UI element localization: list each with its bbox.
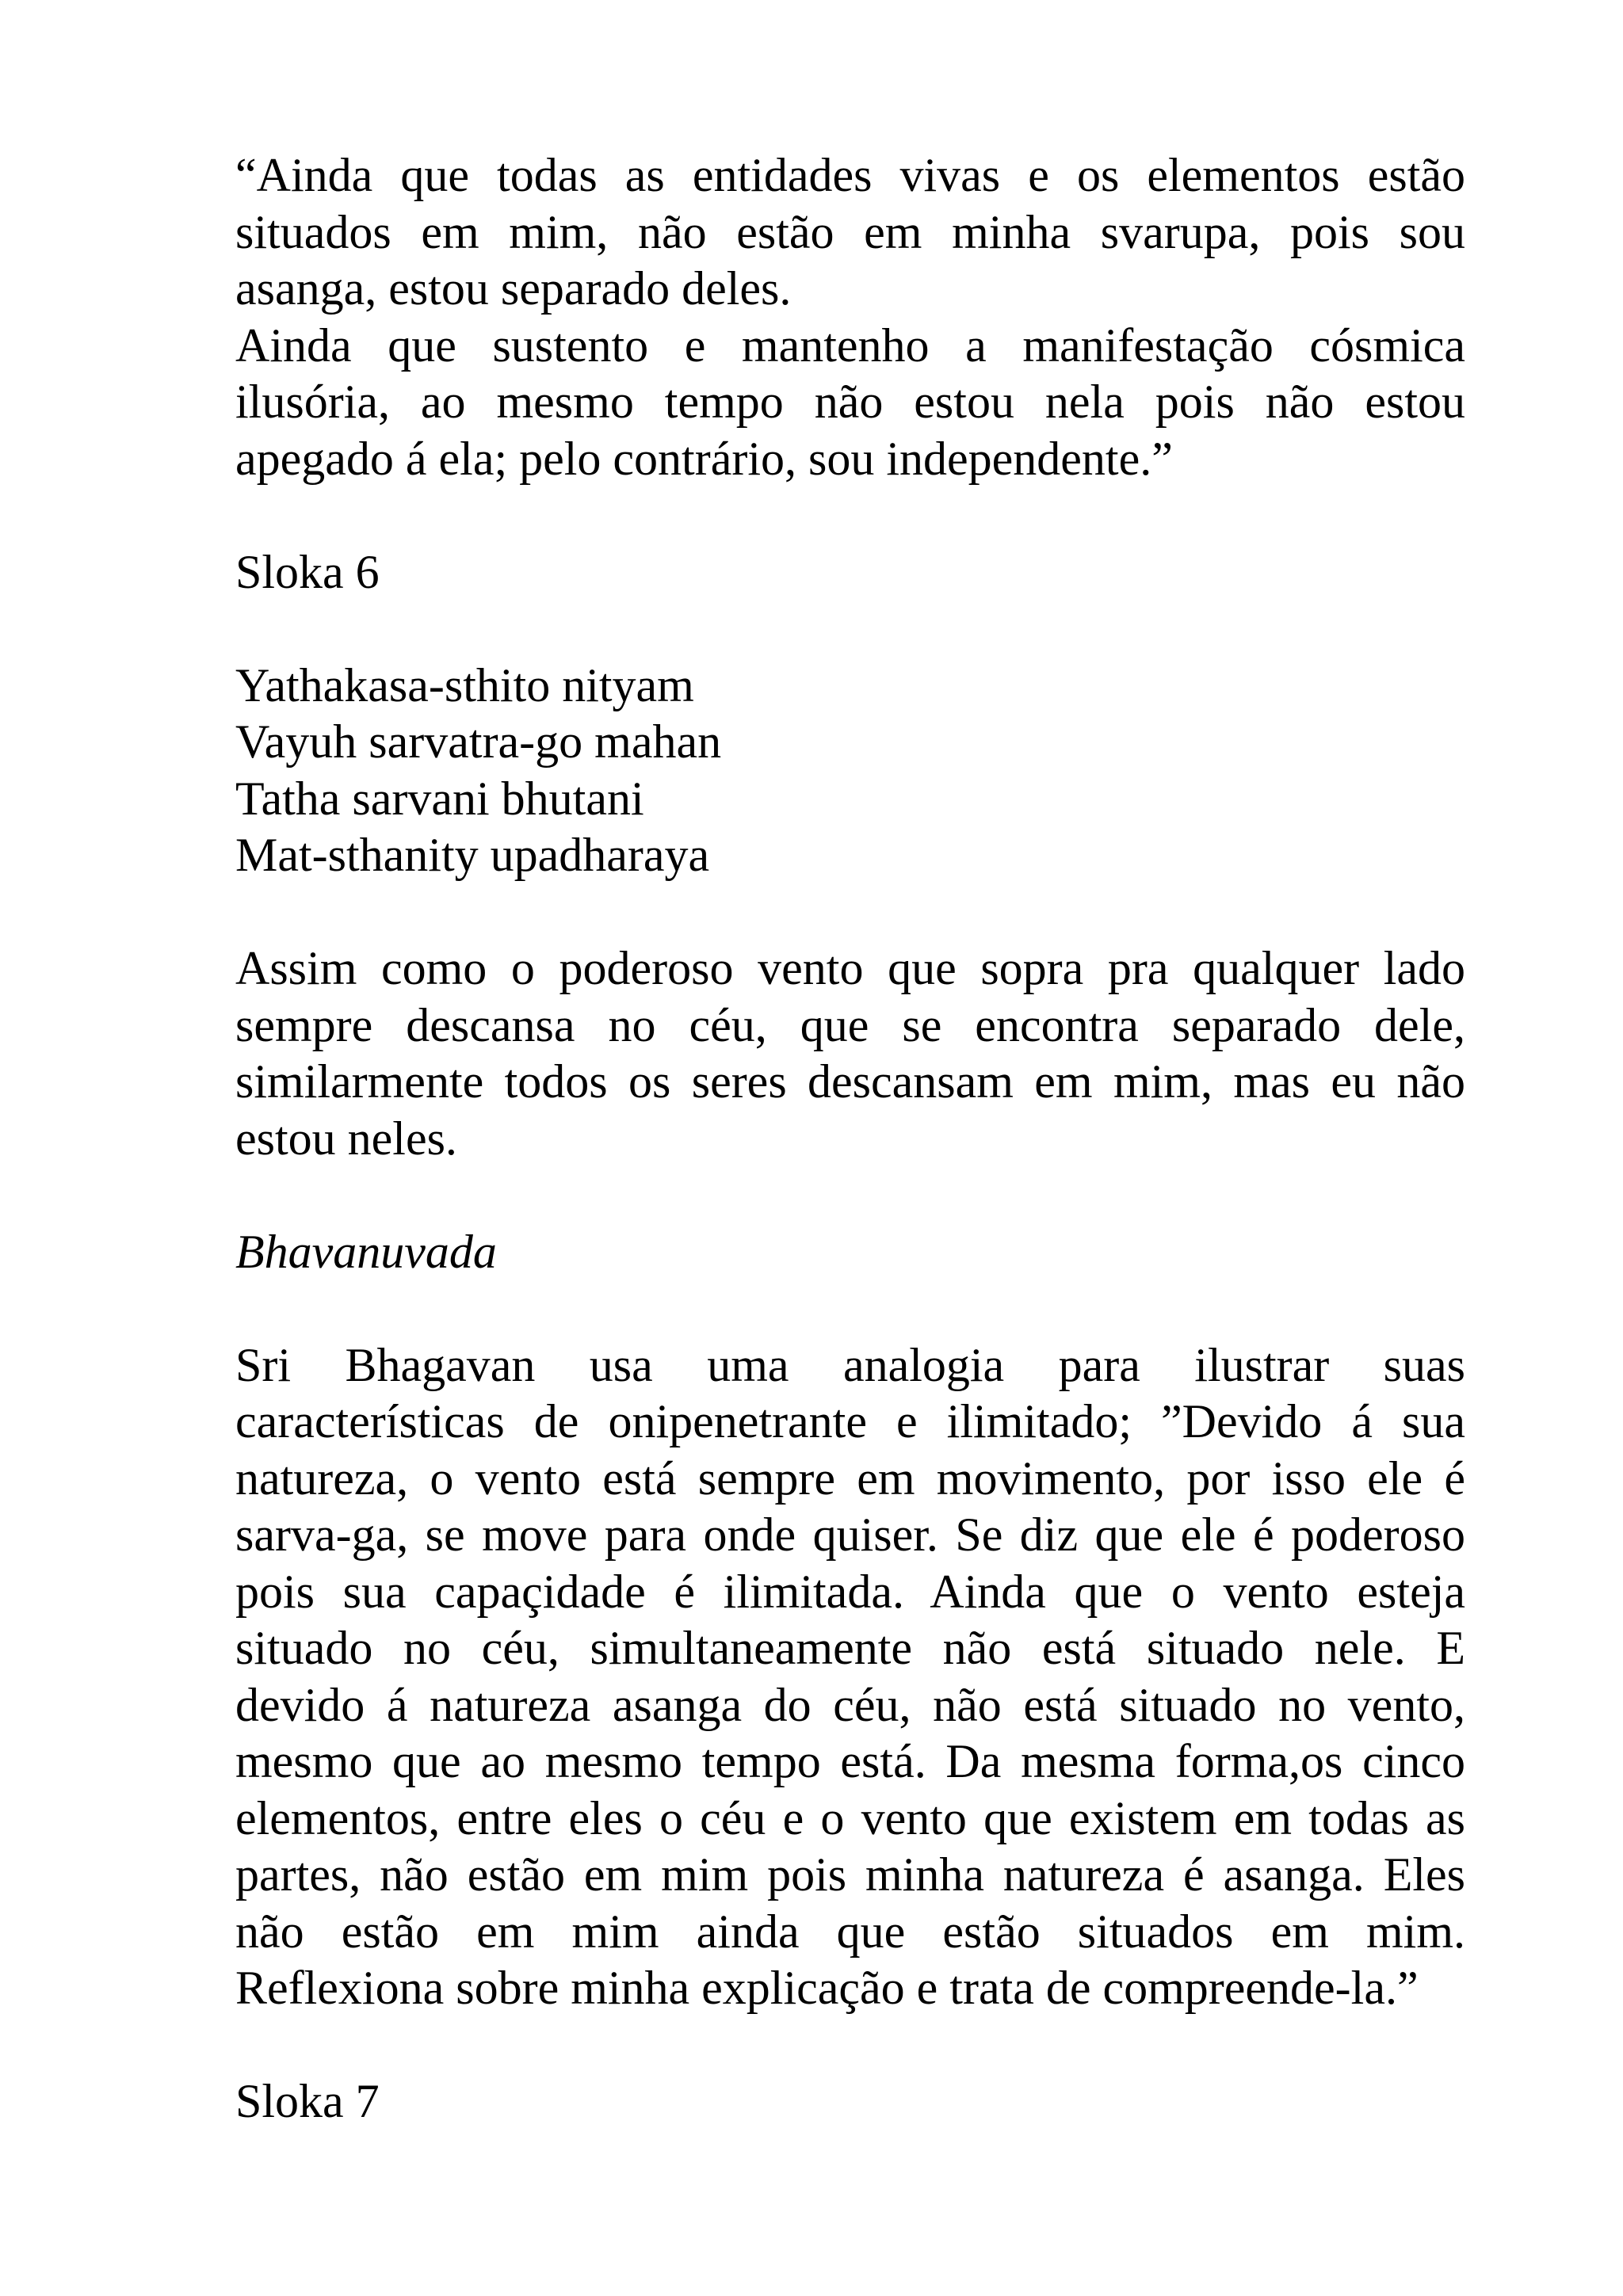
verse-line: Yathakasa-sthito nityam (235, 658, 694, 711)
text-line: similarmente todos os seres descansam em mim, mas eu não (235, 1055, 1465, 1108)
spacer (235, 487, 1465, 544)
text-line: não estão em mim ainda que estão situados em mim. (235, 1905, 1465, 1958)
text-line: elementos, entre eles o céu e o vento que existem em todas as (235, 1791, 1465, 1844)
commentary-heading: Bhavanuvada (235, 1225, 497, 1278)
text-line: partes, não estão em mim pois minha natureza é asanga. Eles (235, 1848, 1465, 1901)
spacer (235, 1280, 1465, 1337)
verse-line: Vayuh sarvatra-go mahan (235, 715, 722, 768)
text-line: situado no céu, simultaneamente não está situado nele. E (235, 1622, 1465, 1674)
text-line: situados em mim, não estão em minha svarupa, pois sou (235, 205, 1465, 258)
sloka-6-verse (235, 658, 1465, 884)
spacer (235, 2017, 1465, 2074)
verse-line: Tatha sarvani bhutani (235, 772, 644, 825)
sloka-6-heading: Sloka 6 (235, 545, 380, 598)
text-line: mesmo que ao mesmo tempo está. Da mesma forma,os cinco (235, 1735, 1465, 1787)
sloka-6-translation (235, 940, 1465, 1167)
quote-paragraph (235, 147, 1465, 487)
spacer (235, 884, 1465, 941)
commentary-paragraph (235, 1337, 1465, 2017)
spacer (235, 1167, 1465, 1224)
verse-line: Mat-sthanity upadharaya (235, 829, 710, 881)
text-line: sempre descansa no céu, que se encontra separado dele, (235, 998, 1465, 1051)
text-line: Assim como o poderoso vento que sopra pra qualquer lado (235, 942, 1465, 994)
text-line: estou neles. (235, 1112, 457, 1165)
spacer (235, 601, 1465, 658)
text-line: natureza, o vento está sempre em movimento, por isso ele é (235, 1451, 1465, 1505)
text-line: Ainda que sustento e mantenho a manifestação cósmica (235, 318, 1465, 372)
text-line: asanga, estou separado deles. (235, 262, 792, 315)
text-line: pois sua capaçidade é ilimitada. Ainda que o vento esteja (235, 1565, 1465, 1618)
document-page (235, 147, 1465, 2130)
text-line: ilusória, ao mesmo tempo não estou nela pois não estou (235, 376, 1465, 428)
text-line: devido á natureza asanga do céu, não está situado no vento, (235, 1678, 1465, 1731)
text-line: “Ainda que todas as entidades vivas e os elementos estão (235, 149, 1465, 201)
sloka-7-heading: Sloka 7 (235, 2075, 380, 2127)
text-line: Reflexiona sobre minha explicação e trata de compreende-la.” (235, 1962, 1419, 2014)
text-line: características de onipenetrante e ilimitado; ”Devido á sua (235, 1395, 1465, 1447)
text-line: apegado á ela; pelo contrário, sou independente.” (235, 432, 1173, 485)
text-line: Sri Bhagavan usa uma analogia para ilustrar suas (235, 1338, 1465, 1391)
text-line: sarva-ga, se move para onde quiser. Se diz que ele é poderoso (235, 1508, 1465, 1561)
